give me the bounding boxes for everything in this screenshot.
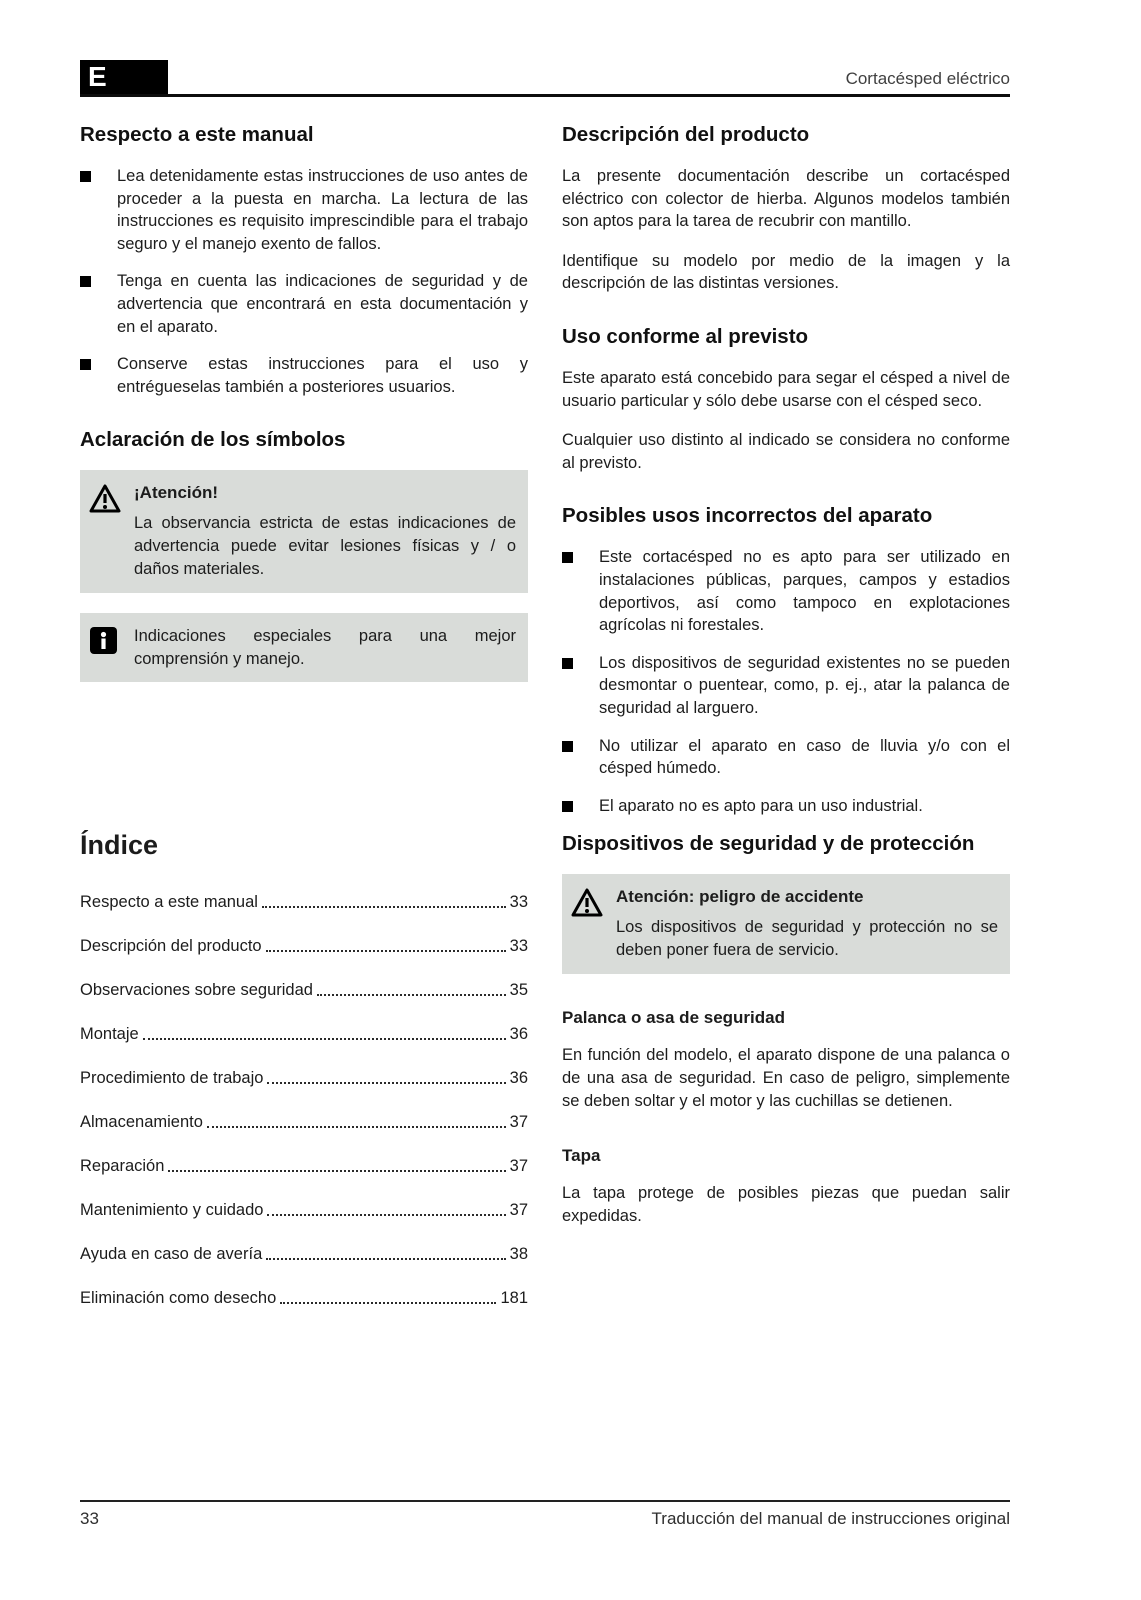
toc-label: Procedimiento de trabajo [80,1069,264,1088]
subsection-title-flap: Tapa [562,1146,601,1166]
toc-page-number: 35 [509,981,528,1000]
warning-title: Atención: peligro de accidente [616,887,864,907]
toc-entry [80,937,528,956]
square-bullet-icon [562,741,573,752]
toc-label: Mantenimiento y cuidado [80,1201,264,1220]
toc-dot-leader [266,950,506,952]
bullet-text: Este cortacésped no es apto para ser utilizado en instalaciones públicas, parques, campos y estadios deportivos, así como tampoco en explotaciones agrícolas ni forestales. [599,548,1010,635]
toc-label: Ayuda en caso de avería [80,1245,263,1264]
section-title-symbols: Aclaración de los símbolos [80,428,346,452]
paragraph: En función del modelo, el aparato dispone de una palanca o de una asa de seguridad. En caso de peligro, simplemente se deben soltar y el motor y las cuchillas se detienen. [562,1046,1010,1110]
toc-dot-leader [266,1258,505,1260]
square-bullet-icon [562,552,573,563]
bullet-text: Tenga en cuenta las indicaciones de seguridad y de advertencia que encontrará en esta documentación y en el aparato. [117,272,528,336]
content-columns [80,117,1010,1333]
paragraph: Identifique su modelo por medio de la imagen y la descripción de las distintas versiones. [562,251,1010,293]
page-header [80,60,1010,97]
paragraph: La tapa protege de posibles piezas que puedan salir expedidas. [562,1184,1010,1225]
toc-dot-leader [207,1126,506,1128]
list-item [562,546,1010,636]
paragraph: La presente documentación describe un cortacésped eléctrico con colector de hierba. Algunos modelos también son aptos para la tarea de recubrir con mantillo. [562,167,1010,231]
list-item [562,652,1010,720]
toc-label: Almacenamiento [80,1113,203,1132]
info-body: Indicaciones especiales para una mejor comprensión y manejo. [134,627,516,668]
warning-triangle-icon [88,481,134,580]
bullet-text: Conserve estas instrucciones para el uso y entrégueselas también a posteriores usuarios. [117,355,528,396]
warning-box [562,874,1010,974]
warning-body: Los dispositivos de seguridad y protección no se deben poner fuera de servicio. [616,918,998,959]
info-icon [90,625,134,670]
section-title-intended-use: Uso conforme al previsto [562,324,809,348]
toc-entry [80,981,528,1000]
bullet-text: El aparato no es apto para un uso industrial. [599,796,923,815]
section-title-about-manual: Respecto a este manual [80,123,314,146]
list-item [80,270,528,338]
toc-dot-leader [262,906,506,908]
toc-dot-leader [267,1082,505,1084]
section-title-misuse: Posibles usos incorrectos del aparato [562,504,933,528]
toc-dot-leader [267,1214,505,1216]
toc-label: Observaciones sobre seguridad [80,981,313,1000]
square-bullet-icon [80,276,91,287]
toc-page-number: 33 [509,893,528,912]
list-item [562,795,1010,818]
toc-entry [80,1157,528,1176]
list-item [562,735,1010,780]
warning-content [134,481,516,580]
toc-page-number: 37 [509,1113,528,1132]
footer-note: Traducción del manual de instrucciones original [651,1509,1010,1528]
table-of-contents [80,830,528,1308]
left-column [80,117,528,1333]
toc-entry [80,1069,528,1088]
bullet-text: No utilizar el aparato en caso de lluvia y/o con el césped húmedo. [599,736,1010,778]
list-item [80,353,528,398]
paragraph: Este aparato está concebido para segar el césped a nivel de usuario particular y sólo debe usarse con el césped seco. [562,368,1010,410]
square-bullet-icon [562,658,573,669]
toc-page-number: 33 [509,937,528,956]
square-bullet-icon [80,171,91,182]
toc-dot-leader [280,1302,496,1304]
toc-title: Índice [80,830,159,861]
bullet-text: Los dispositivos de seguridad existentes no se pueden desmontar o puentear, como, p. ej., atar la palanca de seguridad al larguero. [599,653,1010,717]
toc-page-number: 36 [509,1069,528,1088]
warning-box [80,470,528,593]
section-title-safety-devices: Dispositivos de seguridad y de protección [562,832,975,856]
bullet-text: Lea detenidamente estas instrucciones de uso antes de proceder a la puesta en marcha. La lectura de las instrucciones es requisito imprescindible para el trabajo seguro y el manejo exento de fallos. [117,167,528,253]
toc-dot-leader [317,994,506,996]
square-bullet-icon [562,801,573,812]
paragraph: Cualquier uso distinto al indicado se considera no conforme al previsto. [562,431,1010,472]
square-bullet-icon [80,359,91,370]
toc-entry [80,1289,528,1308]
header-product-title: Cortacésped eléctrico [845,69,1010,88]
toc-page-number: 37 [509,1157,528,1176]
toc-label: Montaje [80,1025,139,1044]
warning-content [616,885,998,961]
toc-label: Respecto a este manual [80,893,258,912]
toc-dot-leader [143,1038,506,1040]
toc-entry [80,893,528,912]
subsection-title-safety-lever: Palanca o asa de seguridad [562,1008,785,1028]
right-column [562,117,1010,1333]
footer-page-number: 33 [80,1509,99,1528]
warning-body: La observancia estricta de estas indicaciones de advertencia puede evitar lesiones físicas y / o daños materiales. [134,514,516,578]
page-footer [80,1500,1010,1529]
toc-entry [80,1245,528,1264]
toc-page-number: 38 [509,1245,528,1264]
section-title-product-description: Descripción del producto [562,123,810,146]
toc-label: Eliminación como desecho [80,1289,277,1308]
language-badge: E [80,60,168,94]
toc-label: Reparación [80,1157,165,1176]
toc-entry [80,1201,528,1220]
warning-title: ¡Atención! [134,483,219,503]
toc-dot-leader [168,1170,505,1172]
warning-triangle-icon [570,885,616,961]
toc-page-number: 37 [509,1201,528,1220]
toc-page-number: 36 [509,1025,528,1044]
toc-entry [80,1113,528,1132]
info-box [80,613,528,682]
toc-label: Descripción del producto [80,937,262,956]
toc-entry [80,1025,528,1044]
toc-page-number: 181 [500,1289,528,1308]
list-item [80,165,528,255]
